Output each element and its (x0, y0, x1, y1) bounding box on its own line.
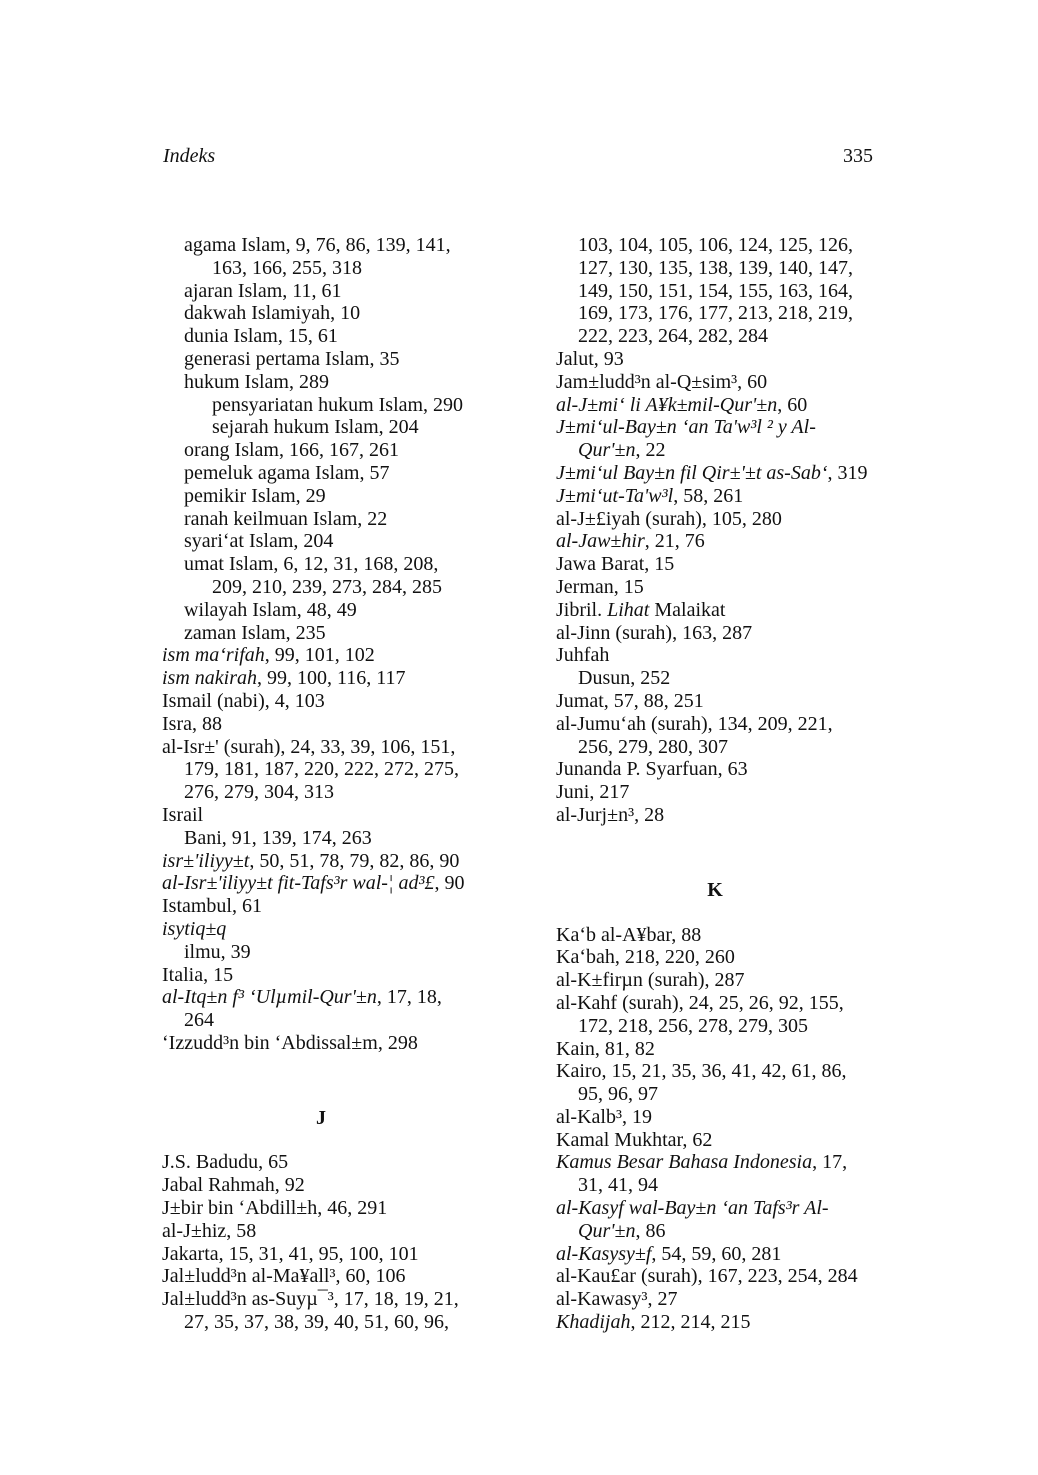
index-entry-line (162, 1009, 502, 1032)
index-entry-text: pemeluk agama Islam, 57 (184, 461, 390, 484)
index-entry-text: al-J±hiz, 58 (162, 1219, 257, 1242)
index-entry-line (556, 280, 896, 303)
index-entry-line (556, 1220, 896, 1243)
index-entry-text: J±bir bin ‘Abdill±h, 46, 291 (162, 1197, 388, 1220)
index-entry-line (556, 371, 896, 394)
index-entry-text: 256, 279, 280, 307 (578, 735, 728, 758)
index-entry-line (162, 644, 502, 667)
index-entry-text: 172, 218, 256, 278, 279, 305 (578, 1014, 808, 1037)
index-entry-line (162, 1311, 502, 1334)
index-entry-line (556, 1083, 896, 1106)
index-entry-line (162, 622, 502, 645)
index-entry-line (556, 508, 896, 531)
index-entry-text: wilayah Islam, 48, 49 (184, 598, 357, 621)
index-entry-title-italic: ism ma‘rifah (162, 644, 265, 667)
index-entry-title-italic: isr±'iliyy±t (162, 849, 250, 872)
index-entry-line (556, 924, 896, 947)
index-entry-text: Dusun, 252 (578, 667, 671, 690)
index-letter-heading: J (316, 1106, 326, 1129)
index-entry-title-italic: J±mi‘ut-Ta'w³l (556, 484, 674, 507)
index-entry-text: 31, 41, 94 (578, 1174, 658, 1197)
index-entry-line (556, 644, 896, 667)
index-entry-title-italic: J±mi‘ul Bay±n fil Qir±'±t as-Sab‘ (556, 461, 828, 484)
index-entry-text: Ka‘bah, 218, 220, 260 (556, 946, 735, 969)
index-entry-line (556, 781, 896, 804)
index-entry-line (556, 946, 896, 969)
index-entry-title-italic: al-Kasysy±f (556, 1242, 652, 1265)
index-entry-text: 169, 173, 176, 177, 213, 218, 219, (578, 302, 853, 325)
index-entry-text: , 17, 18, (376, 986, 442, 1009)
index-entry-line (556, 1038, 896, 1061)
index-entry-line (162, 394, 502, 417)
index-entry-line (556, 969, 896, 992)
index-entry-line (162, 576, 502, 599)
index-entry-text: , 54, 59, 60, 281 (651, 1242, 782, 1265)
index-entry-text: Isra, 88 (162, 712, 222, 735)
index-entry-text: Ismail (nabi), 4, 103 (162, 689, 325, 712)
index-entry-title-italic: Kamus Besar Bahasa Indonesia (556, 1151, 813, 1174)
index-entry-line (162, 280, 502, 303)
index-entry-text: 222, 223, 264, 282, 284 (578, 325, 768, 348)
index-entry-text: al-J±£iyah (surah), 105, 280 (556, 507, 782, 530)
index-entry-text: orang Islam, 166, 167, 261 (184, 439, 399, 462)
index-entry-text: Jalut, 93 (556, 347, 624, 370)
index-entry-text: agama Islam, 9, 76, 86, 139, 141, (184, 234, 451, 256)
index-entry-text: al-Jinn (surah), 163, 287 (556, 621, 753, 644)
index-entry-line (162, 234, 502, 257)
index-entry-line (556, 1129, 896, 1152)
index-entry-text: , 21, 76 (644, 530, 705, 553)
index-entry-title-italic: Qur'±n (578, 1219, 636, 1242)
index-entry-text: ‘Izzudd³n bin ‘Abdissal±m, 298 (162, 1031, 418, 1054)
index-column-right (556, 234, 896, 1334)
index-entry-line (162, 599, 502, 622)
index-entry-line (162, 667, 502, 690)
index-entry-text: Jerman, 15 (556, 575, 644, 598)
index-entry-text: al-Jurj±n³, 28 (556, 803, 665, 826)
index-entry-text: ajaran Islam, 11, 61 (184, 279, 342, 302)
index-entry-line (162, 485, 502, 508)
index-entry-line (162, 462, 502, 485)
index-entry-text: 276, 279, 304, 313 (184, 781, 334, 804)
index-entry-text: al-Kau£ar (surah), 167, 223, 254, 284 (556, 1265, 858, 1288)
index-entry-line (556, 348, 896, 371)
index-entry-line (162, 713, 502, 736)
index-entry-text: Jam±ludd³n al-Q±sim³, 60 (556, 370, 768, 393)
index-entry-line (556, 485, 896, 508)
index-entry-text: 149, 150, 151, 154, 155, 163, 164, (578, 279, 853, 302)
index-entry-line (162, 850, 502, 873)
index-entry-line (162, 781, 502, 804)
index-entry-text: Junanda P. Syarfuan, 63 (556, 758, 748, 781)
index-entry-line (162, 1288, 502, 1311)
index-entry-text: Italia, 15 (162, 963, 234, 986)
index-entry-line (556, 1151, 896, 1174)
index-entry-line (162, 508, 502, 531)
index-entry-text: Jabal Rahmah, 92 (162, 1174, 305, 1197)
index-entry-line (556, 1015, 896, 1038)
index-entry-line (556, 1106, 896, 1129)
index-entry-text: al-Jumu‘ah (surah), 134, 209, 221, (556, 712, 833, 735)
index-entry-text: Jumat, 57, 88, 251 (556, 689, 704, 712)
index-entry-text: , 60 (777, 393, 808, 416)
index-entry-text: Kamal Mukhtar, 62 (556, 1128, 713, 1151)
index-entry-line (556, 257, 896, 280)
index-entry-line (162, 1265, 502, 1288)
index-entry-line (162, 416, 502, 439)
index-entry-text: 209, 210, 239, 273, 284, 285 (212, 575, 442, 598)
index-entry-title-italic: al-Isr±'iliyy±t fit-Tafs³r wal-¦ ad³£ (162, 872, 435, 895)
index-entry-line (556, 713, 896, 736)
index-entry-text: umat Islam, 6, 12, 31, 168, 208, (184, 553, 439, 576)
index-entry-text: sejarah hukum Islam, 204 (212, 416, 419, 439)
index-entry-title-italic: al-Jaw±hir (556, 530, 645, 553)
index-entry-line (162, 690, 502, 713)
index-entry-line (556, 1060, 896, 1083)
index-entry-line (556, 992, 896, 1015)
index-entry-title-italic: al-J±mi‘ li A¥k±mil-Qur'±n (556, 393, 778, 416)
index-entry-text: J.S. Badudu, 65 (162, 1151, 289, 1174)
index-entry-title-italic: Khadijah (556, 1311, 631, 1334)
index-entry-line (556, 1288, 896, 1311)
index-entry-text: dunia Islam, 15, 61 (184, 325, 338, 348)
index-entry-title-italic: Lihat (607, 598, 650, 621)
index-entry-text: Israil (162, 803, 204, 826)
index-entry-line (162, 439, 502, 462)
index-entry-line (556, 1265, 896, 1288)
index-entry-text: Juhfah (556, 644, 610, 667)
index-entry-text: 27, 35, 37, 38, 39, 40, 51, 60, 96, (184, 1311, 449, 1334)
index-entry-line (162, 1174, 502, 1197)
index-entry-text: al-Kalb³, 19 (556, 1105, 652, 1128)
index-entry-text: 127, 130, 135, 138, 139, 140, 147, (578, 256, 853, 279)
index-entry-text: dakwah Islamiyah, 10 (184, 302, 361, 325)
index-entry-title-italic: al-Itq±n f³ ‘Ulµmil-Qur'±n (162, 986, 377, 1009)
index-entry-text: , 99, 101, 102 (264, 644, 375, 667)
index-entry-line (556, 758, 896, 781)
index-entry-line (162, 872, 502, 895)
index-entry-line (556, 325, 896, 348)
index-entry-text: Juni, 217 (556, 781, 630, 804)
index-entry-text: Jawa Barat, 15 (556, 553, 675, 576)
index-column-left (162, 234, 502, 1334)
index-entry-line (162, 1197, 502, 1220)
index-entry-line (162, 257, 502, 280)
index-entry-title-italic: Qur'±n (578, 439, 636, 462)
index-entry-title-italic: J±mi‘ul-Bay±n ‘an Ta'w³l ² y Al- (556, 416, 816, 439)
index-entry-text: Kain, 81, 82 (556, 1037, 655, 1060)
index-entry-title-italic: isytiq±q (162, 917, 227, 940)
index-entry-text: 179, 181, 187, 220, 222, 272, 275, (184, 758, 459, 781)
index-entry-line (162, 827, 502, 850)
index-entry-text: ranah keilmuan Islam, 22 (184, 507, 388, 530)
index-entry-line (162, 941, 502, 964)
index-entry-line (162, 964, 502, 987)
index-entry-line (162, 371, 502, 394)
index-entry-text: al-Kahf (surah), 24, 25, 26, 92, 155, (556, 991, 844, 1014)
index-letter-heading: K (707, 878, 723, 901)
index-entry-line (162, 1032, 502, 1055)
index-entry-text: generasi pertama Islam, 35 (184, 347, 400, 370)
index-entry-text: al-Isr±' (surah), 24, 33, 39, 106, 151, (162, 735, 456, 758)
index-entry-text: , 17, (812, 1151, 848, 1174)
index-entry-text: Ka‘b al-A¥bar, 88 (556, 923, 702, 946)
index-entry-text: 103, 104, 105, 106, 124, 125, 126, (578, 234, 853, 256)
index-entry-line (162, 302, 502, 325)
index-entry-line (162, 1243, 502, 1266)
index-entry-line (556, 416, 896, 439)
index-entry-line (556, 394, 896, 417)
index-entry-text: , 319 (827, 461, 868, 484)
index-entry-line (162, 758, 502, 781)
index-entry-line (162, 348, 502, 371)
index-entry-line (162, 1151, 502, 1174)
index-entry-text: Bani, 91, 139, 174, 263 (184, 826, 372, 849)
index-entry-line (556, 1197, 896, 1220)
index-entry-text: Jal±ludd³n al-Ma¥all³, 60, 106 (162, 1265, 406, 1288)
index-entry-text: Malaikat (649, 598, 726, 621)
index-entry-text: al-K±firµn (surah), 287 (556, 969, 745, 992)
index-entry-line (556, 804, 896, 827)
index-entry-line (556, 1174, 896, 1197)
index-entry-text: , 90 (434, 872, 465, 895)
index-entry-line (556, 302, 896, 325)
index-entry-text: Istambul, 61 (162, 895, 262, 918)
index-entry-line (556, 667, 896, 690)
index-entry-line (162, 804, 502, 827)
index-entry-line (556, 1243, 896, 1266)
index-entry-line (556, 553, 896, 576)
index-entry-text: , 50, 51, 78, 79, 82, 86, 90 (249, 849, 460, 872)
index-entry-line (162, 1220, 502, 1243)
running-header-title: Indeks (163, 145, 216, 167)
index-entry-text: , 58, 261 (673, 484, 744, 507)
index-entry-line (162, 986, 502, 1009)
index-entry-text: Jakarta, 15, 31, 41, 95, 100, 101 (162, 1242, 419, 1265)
index-entry-text: 264 (184, 1009, 214, 1032)
index-entry-text: 95, 96, 97 (578, 1083, 658, 1106)
index-entry-title-italic: ism nakirah (162, 667, 257, 690)
index-entry-line (556, 530, 896, 553)
index-entry-text: syari‘at Islam, 204 (184, 530, 334, 553)
index-entry-line (556, 1311, 896, 1334)
index-entry-line (556, 690, 896, 713)
index-entry-line (162, 918, 502, 941)
index-entry-text: pemikir Islam, 29 (184, 484, 326, 507)
index-entry-text: 163, 166, 255, 318 (212, 256, 362, 279)
index-entry-line (556, 576, 896, 599)
page-number: 335 (843, 145, 873, 167)
index-entry-text: hukum Islam, 289 (184, 370, 329, 393)
index-entry-line (162, 736, 502, 759)
index-entry-text: ilmu, 39 (184, 940, 251, 963)
index-entry-line (556, 736, 896, 759)
index-entry-text: pensyariatan hukum Islam, 290 (212, 393, 464, 416)
index-entry-text: , 22 (635, 439, 666, 462)
index-entry-line (556, 439, 896, 462)
index-entry-line (162, 553, 502, 576)
index-entry-text: , 99, 100, 116, 117 (257, 667, 406, 690)
index-entry-text: , 86 (635, 1219, 666, 1242)
index-entry-line (162, 895, 502, 918)
index-entry-text: zaman Islam, 235 (184, 621, 326, 644)
index-entry-line (162, 325, 502, 348)
index-entry-text: Jibril. (556, 598, 608, 621)
index-entry-text: Jal±ludd³n as-Suyµ¯³, 17, 18, 19, 21, (162, 1288, 459, 1311)
index-entry-line (556, 622, 896, 645)
index-entry-text: , 212, 214, 215 (630, 1311, 751, 1334)
index-entry-line (556, 234, 896, 257)
index-entry-text: Kairo, 15, 21, 35, 36, 41, 42, 61, 86, (556, 1060, 847, 1083)
index-entry-line (556, 462, 896, 485)
index-entry-line (162, 530, 502, 553)
index-entry-text: al-Kawasy³, 27 (556, 1288, 678, 1311)
index-entry-title-italic: al-Kasyf wal-Bay±n ‘an Tafs³r Al- (556, 1197, 829, 1220)
index-entry-line (556, 599, 896, 622)
